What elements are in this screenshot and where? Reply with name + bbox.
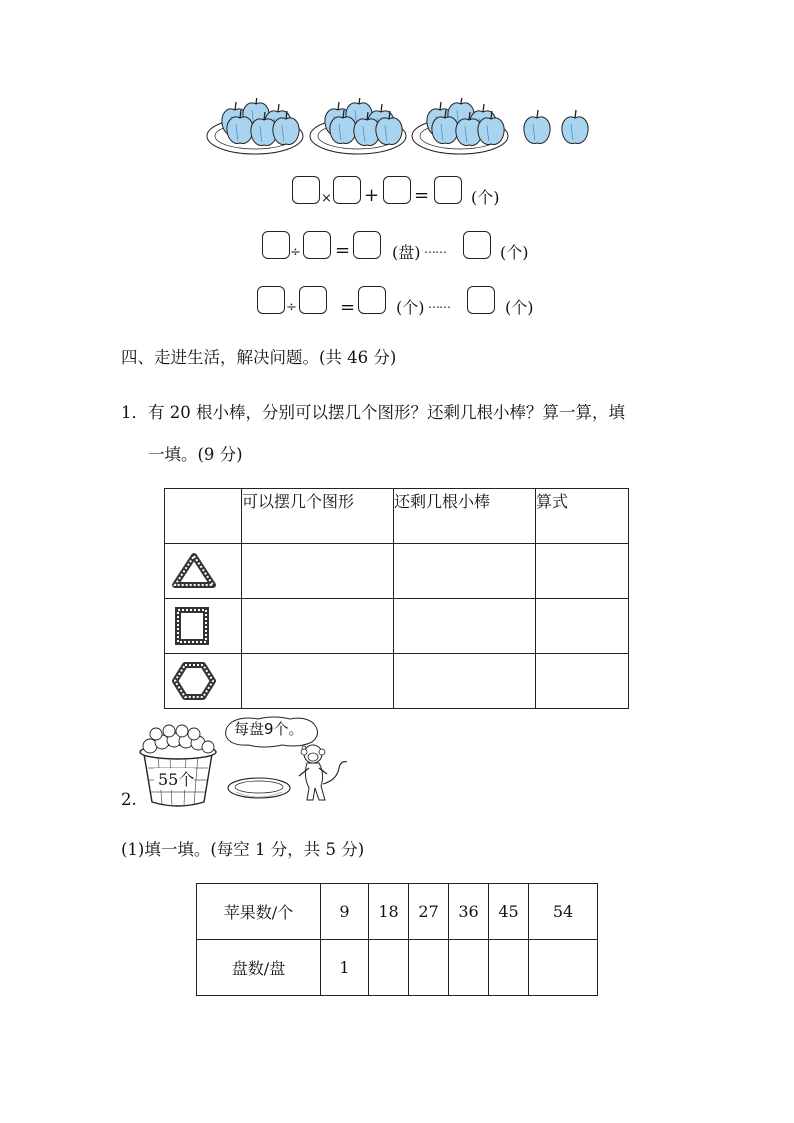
answer-box[interactable] bbox=[257, 286, 285, 314]
basket-illustration bbox=[136, 724, 220, 810]
table-cell: 9 bbox=[321, 884, 369, 940]
unit-label: (盘) bbox=[392, 243, 421, 262]
header-cell: 可以摆几个图形 bbox=[242, 489, 394, 544]
sub-question-1: (1)填一填。(每空 1 分，共 5 分) bbox=[121, 840, 365, 859]
header-cell: 算式 bbox=[536, 489, 629, 544]
unit-label: (个) bbox=[471, 188, 500, 207]
equals-sign: = bbox=[335, 240, 351, 261]
plate-1 bbox=[207, 98, 303, 154]
answer-box[interactable] bbox=[292, 176, 320, 204]
answer-box[interactable] bbox=[262, 231, 290, 259]
shape-cell bbox=[165, 599, 242, 654]
table-row bbox=[165, 544, 629, 599]
answer-cell[interactable] bbox=[536, 599, 629, 654]
times-sign: × bbox=[321, 191, 332, 206]
answer-cell[interactable] bbox=[449, 940, 489, 996]
section-heading: 四、走进生活，解决问题。(共 46 分) bbox=[121, 348, 397, 367]
square-icon bbox=[169, 604, 219, 648]
plates-table bbox=[196, 883, 598, 996]
hexagon-icon bbox=[169, 659, 219, 703]
answer-cell[interactable] bbox=[394, 544, 536, 599]
unit-label: (个) bbox=[505, 298, 534, 317]
divide-sign: ÷ bbox=[286, 300, 297, 315]
remainder-dots: …… bbox=[428, 297, 450, 311]
answer-box[interactable] bbox=[463, 231, 491, 259]
basket-label: 55个 bbox=[158, 770, 195, 789]
question-1-text-cont: 一填。(9 分) bbox=[148, 445, 243, 464]
loose-apples bbox=[524, 110, 588, 143]
answer-cell[interactable] bbox=[242, 599, 394, 654]
table-row bbox=[197, 940, 598, 996]
plate-2 bbox=[310, 98, 406, 154]
answer-cell[interactable] bbox=[394, 599, 536, 654]
remainder-dots: …… bbox=[424, 242, 446, 256]
table-row bbox=[165, 599, 629, 654]
answer-cell[interactable] bbox=[536, 544, 629, 599]
answer-cell[interactable] bbox=[242, 654, 394, 709]
answer-cell[interactable] bbox=[242, 544, 394, 599]
equals-sign: = bbox=[340, 297, 356, 318]
answer-cell[interactable] bbox=[536, 654, 629, 709]
answer-box[interactable] bbox=[333, 176, 361, 204]
table-cell: 1 bbox=[321, 940, 369, 996]
row-label: 盘数/盘 bbox=[197, 940, 321, 996]
header-cell bbox=[165, 489, 242, 544]
table-row bbox=[165, 654, 629, 709]
answer-box[interactable] bbox=[358, 286, 386, 314]
plate-3 bbox=[412, 98, 508, 154]
plate-icon bbox=[226, 776, 292, 802]
answer-cell[interactable] bbox=[394, 654, 536, 709]
answer-cell[interactable] bbox=[369, 940, 409, 996]
question-1-text: 1．有 20 根小棒，分别可以摆几个图形？还剩几根小棒？算一算，填 bbox=[121, 403, 625, 422]
plus-sign: + bbox=[364, 185, 380, 206]
header-cell: 还剩几根小棒 bbox=[394, 489, 536, 544]
divide-sign: ÷ bbox=[290, 245, 301, 260]
table-cell: 45 bbox=[489, 884, 529, 940]
speech-bubble-text: 每盘9个。 bbox=[234, 720, 304, 738]
sticks-table bbox=[164, 488, 629, 709]
answer-cell[interactable] bbox=[529, 940, 598, 996]
answer-cell[interactable] bbox=[409, 940, 449, 996]
apples-on-plates-illustration bbox=[200, 98, 600, 160]
shape-cell bbox=[165, 544, 242, 599]
table-cell: 36 bbox=[449, 884, 489, 940]
unit-label: (个) bbox=[396, 298, 425, 317]
triangle-icon bbox=[169, 551, 219, 591]
table-cell: 54 bbox=[529, 884, 598, 940]
answer-box[interactable] bbox=[434, 176, 462, 204]
monkey-illustration bbox=[295, 740, 350, 806]
equals-sign: = bbox=[414, 185, 430, 206]
answer-box[interactable] bbox=[299, 286, 327, 314]
table-cell: 18 bbox=[369, 884, 409, 940]
answer-cell[interactable] bbox=[489, 940, 529, 996]
question-2-number: 2. bbox=[121, 790, 137, 809]
shape-cell bbox=[165, 654, 242, 709]
table-row bbox=[197, 884, 598, 940]
answer-box[interactable] bbox=[353, 231, 381, 259]
table-cell: 27 bbox=[409, 884, 449, 940]
answer-box[interactable] bbox=[303, 231, 331, 259]
unit-label: (个) bbox=[500, 243, 529, 262]
answer-box[interactable] bbox=[383, 176, 411, 204]
row-label: 苹果数/个 bbox=[197, 884, 321, 940]
answer-box[interactable] bbox=[467, 286, 495, 314]
table-header-row bbox=[165, 489, 629, 544]
